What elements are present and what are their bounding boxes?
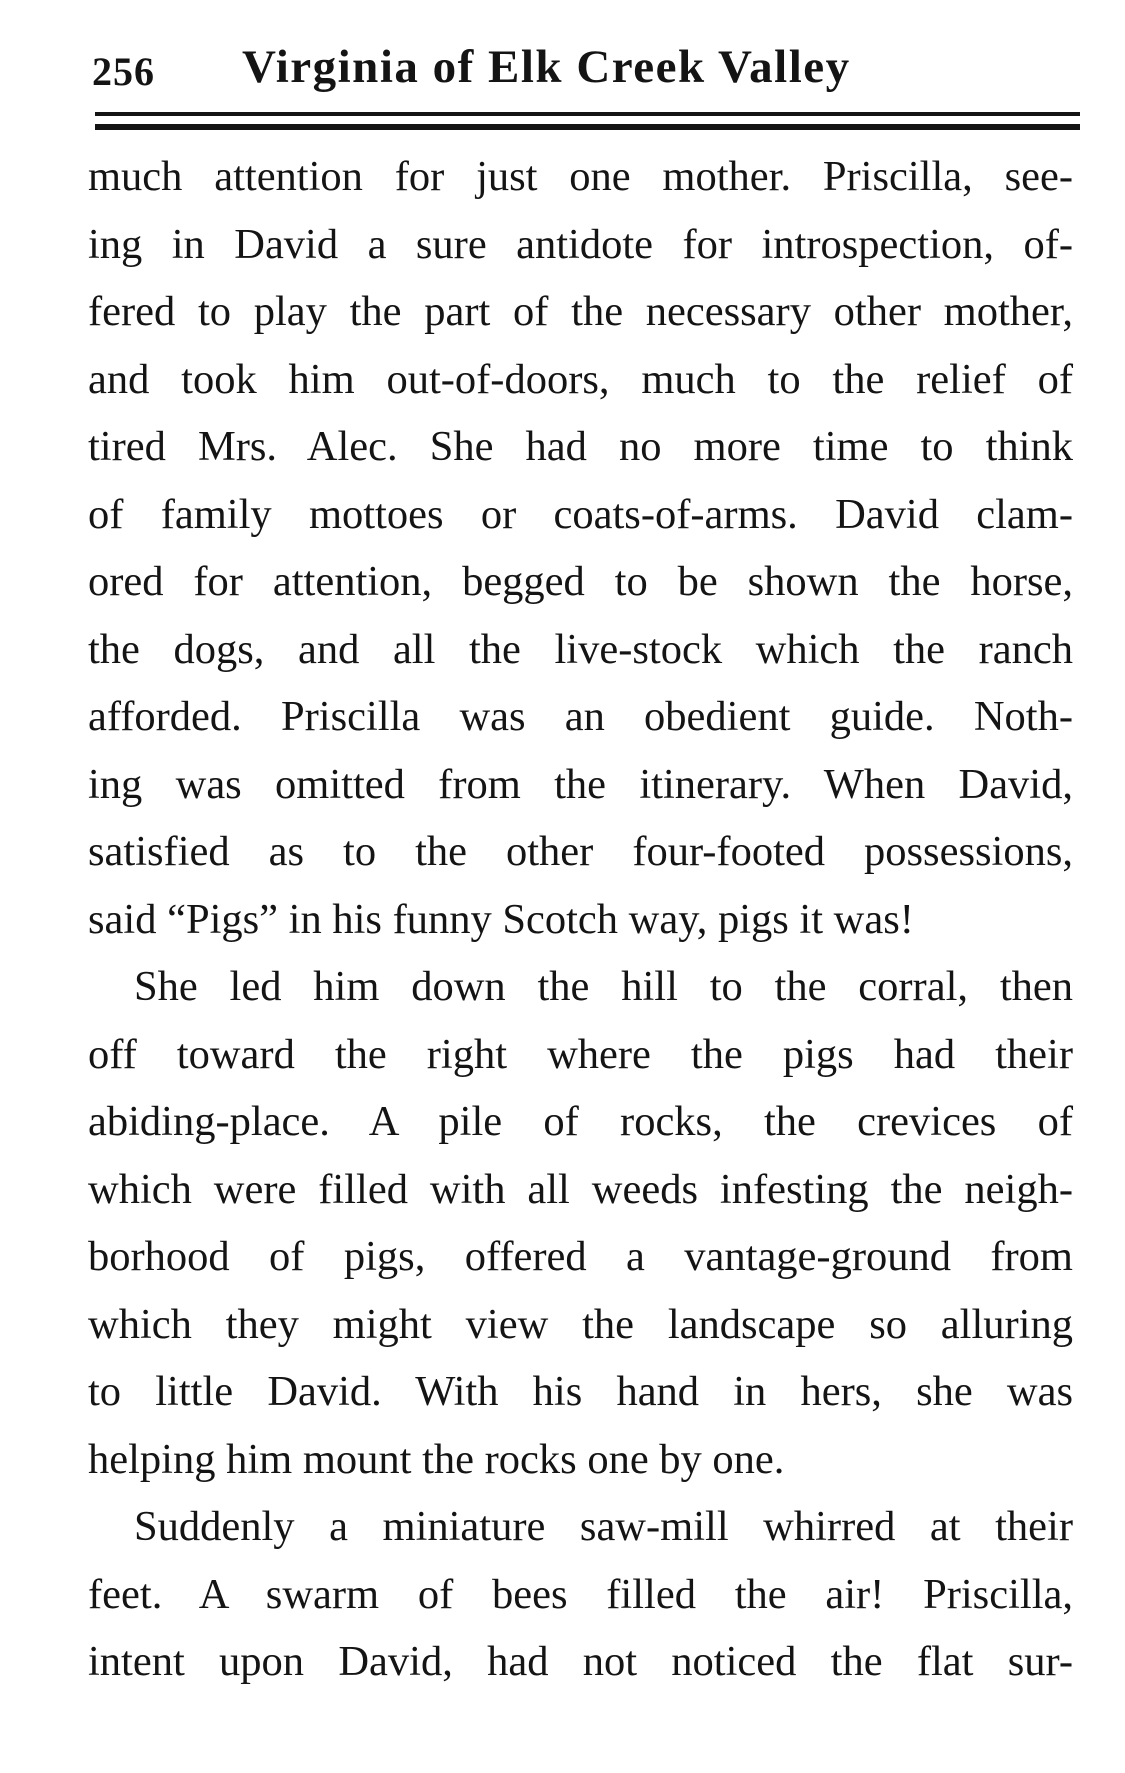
text-line: the dogs, and all the live-stock which the ranch [88, 625, 1073, 673]
body-text [88, 143, 1073, 1696]
running-title: Virginia of Elk Creek Valley [242, 41, 851, 93]
text-line: off toward the right where the pigs had their [88, 1030, 1073, 1078]
text-line: ing was omitted from the itinerary. When David, [88, 760, 1073, 808]
text-line: fered to play the part of the necessary other mother, [88, 288, 1073, 335]
text-line: ing in David a sure antidote for introspection, of- [88, 220, 1073, 268]
paragraph-3 [88, 1493, 1073, 1696]
text-line: to little David. With his hand in hers, she was [88, 1368, 1073, 1415]
text-line: much attention for just one mother. Priscilla, see- [88, 153, 1073, 200]
text-line: which they might view the landscape so alluring [88, 1300, 1073, 1348]
text-line: abiding-place. A pile of rocks, the crevices of [88, 1098, 1073, 1145]
text-line: feet. A swarm of bees filled the air! Priscilla, [88, 1570, 1073, 1618]
text-line: Suddenly a miniature saw-mill whirred at their [134, 1503, 1073, 1550]
text-line: ored for attention, begged to be shown the horse, [88, 558, 1073, 605]
text-line: which were filled with all weeds infesting the neigh- [88, 1165, 1073, 1213]
paragraph-2 [88, 953, 1073, 1493]
header-rule-thin [95, 112, 1080, 116]
text-line: intent upon David, had not noticed the flat sur- [88, 1638, 1073, 1685]
text-line: satisfied as to the other four-footed possessions, [88, 828, 1073, 875]
paragraph-1 [88, 143, 1073, 953]
text-line: She led him down the hill to the corral, then [134, 963, 1073, 1010]
text-line: said “Pigs” in his funny Scotch way, pigs it was! [88, 895, 914, 943]
text-line: tired Mrs. Alec. She had no more time to think [88, 423, 1073, 470]
text-line: helping him mount the rocks one by one. [88, 1435, 785, 1483]
header-rule-thick [95, 124, 1080, 130]
text-line: of family mottoes or coats-of-arms. David clam- [88, 490, 1073, 538]
running-head [92, 40, 1072, 110]
text-line: and took him out-of-doors, much to the relief of [88, 355, 1073, 403]
text-line: borhood of pigs, offered a vantage-ground from [88, 1233, 1073, 1280]
page-number: 256 [92, 49, 155, 94]
text-line: afforded. Priscilla was an obedient guide. Noth- [88, 693, 1073, 740]
